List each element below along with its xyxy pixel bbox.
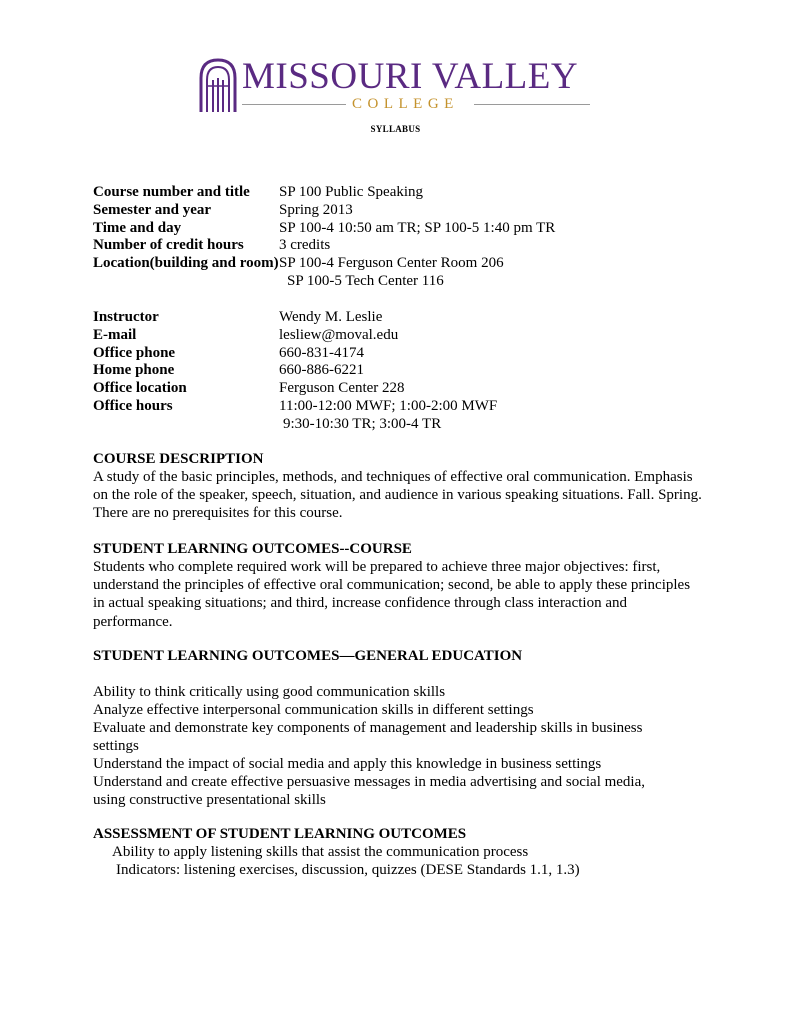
college-logo [198,54,594,116]
course-info-value: SP 100 Public Speaking [279,184,424,200]
logo-rule-right [474,104,590,105]
instructor-info-label: Office hours [93,398,173,414]
slo-gened-item: using constructive presentational skills [93,792,326,808]
course-info-label: Time and day [93,219,182,236]
instructor-info-value: Ferguson Center 228 [279,380,405,397]
instructor-info-label: Office phone [93,344,176,361]
instructor-info-value: lesliew@moval.edu [279,326,399,343]
course-info-value: SP 100-4 10:50 am TR; SP 100-5 1:40 pm TR [279,219,556,236]
course-description-text: A study of the basic principles, methods, and techniques of effective oral communication. Emphasis on the role of the speaker, speech, situation, and audience in various speaking situations. Fall. Spring. There are no prerequisites for this course. [93,469,702,522]
logo-name: MISSOURI VALLEY [242,56,579,97]
assessment-heading: ASSESSMENT OF STUDENT LEARNING OUTCOMES [93,826,467,842]
course-description-heading: COURSE DESCRIPTION [93,451,264,467]
course-info-value: SP 100-4 Ferguson Center Room 206 [279,255,504,272]
course-info-label: Number of credit hours [93,237,244,254]
slo-gened-item: settings [93,738,139,754]
slo-gened-item: Ability to think critically using good communication skills [93,684,446,700]
course-info-value: 3 credits [279,237,331,254]
slo-gened-item: Evaluate and demonstrate key components of management and leadership skills in business [93,720,643,736]
instructor-info-value: 11:00-12:00 MWF; 1:00-2:00 MWF [279,398,498,414]
course-info-value: Spring 2013 [279,201,353,218]
course-info-label: Semester and year [93,201,212,218]
slo-course-heading: STUDENT LEARNING OUTCOMES--COURSE [93,541,412,557]
doc-label: SYLLABUS [370,124,421,134]
instructor-info-label: Instructor [93,309,159,325]
course-info-label: Course number and title [93,184,250,200]
assessment-line1: Ability to apply listening skills that assist the communication process [112,844,529,860]
slo-gened-item: Understand and create effective persuasive messages in media advertising and social media, [93,774,646,790]
college-arch-icon [198,56,238,112]
instructor-info-label: Office location [93,380,187,397]
instructor-info-label: Home phone [93,362,175,379]
course-info-label: Location(building and room) [93,255,279,272]
instructor-info-value: 660-831-4174 [279,344,364,361]
slo-gened-heading: STUDENT LEARNING OUTCOMES—GENERAL EDUCATION [93,648,523,664]
logo-sub: COLLEGE [352,96,459,112]
instructor-info-value: 660-886-6221 [279,362,364,379]
logo-rule-left [242,104,346,105]
location-line2: SP 100-5 Tech Center 116 [287,273,444,289]
assessment-line2: Indicators: listening exercises, discussion, quizzes (DESE Standards 1.1, 1.3) [116,862,580,878]
slo-gened-item: Understand the impact of social media and apply this knowledge in business settings [93,756,602,772]
slo-course-text: Students who complete required work will be prepared to achieve three major objectives: first, understand the principles of effective oral communication; second, be able to apply these principles in actual speaking situations; and third, increase confidence through class interaction and performance. [93,559,691,630]
instructor-info-label: E-mail [93,326,137,343]
office-hours-line2: 9:30-10:30 TR; 3:00-4 TR [283,416,442,432]
slo-gened-item: Analyze effective interpersonal communication skills in different settings [93,702,534,718]
instructor-info-value: Wendy M. Leslie [279,309,383,325]
